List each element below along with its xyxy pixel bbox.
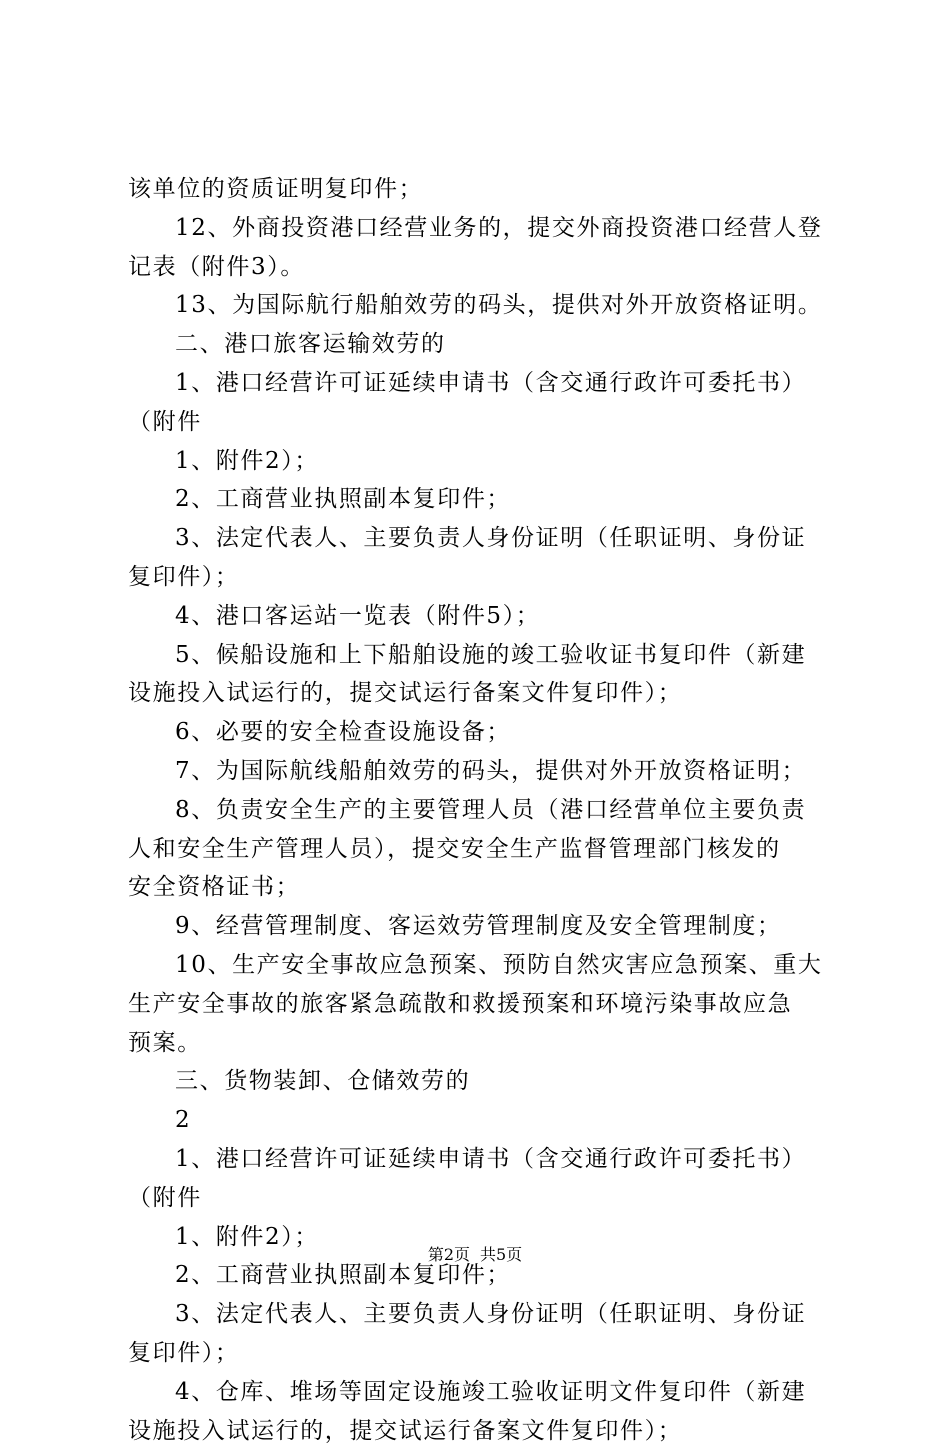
text-line: 2、工商营业执照副本复印件； bbox=[128, 1256, 834, 1295]
text-line: 生产安全事故的旅客紧急疏散和救援预案和环境污染事故应急 bbox=[128, 985, 834, 1024]
section-heading: 三、货物装卸、仓储效劳的 bbox=[128, 1062, 834, 1101]
text-line: 8、负责安全生产的主要管理人员（港口经营单位主要负责 bbox=[128, 791, 834, 830]
text-line: 1、附件2）； bbox=[128, 442, 834, 481]
text-line: 1、港口经营许可证延续申请书（含交通行政许可委托书） bbox=[128, 364, 834, 403]
text-line: 10、生产安全事故应急预案、预防自然灾害应急预案、重大 bbox=[128, 946, 834, 985]
text-line: 2、工商营业执照副本复印件； bbox=[128, 480, 834, 519]
text-line: 复印件）； bbox=[128, 558, 834, 597]
text-line: 5、候船设施和上下船舶设施的竣工验收证书复印件（新建 bbox=[128, 636, 834, 675]
text-line: 安全资格证书； bbox=[128, 868, 834, 907]
text-line: 人和安全生产管理人员），提交安全生产监督管理部门核发的 bbox=[128, 830, 834, 869]
text-line: 9、经营管理制度、客运效劳管理制度及安全管理制度； bbox=[128, 907, 834, 946]
text-line: 记表（附件3）。 bbox=[128, 248, 834, 287]
text-line: 1、附件2）； bbox=[128, 1218, 834, 1257]
text-line: （附件 bbox=[128, 1179, 834, 1218]
text-line: 13、为国际航行船舶效劳的码头，提供对外开放资格证明。 bbox=[128, 286, 834, 325]
page-footer bbox=[0, 1243, 950, 1267]
text-line: 2 bbox=[128, 1101, 834, 1140]
text-line: 设施投入试运行的，提交试运行备案文件复印件）； bbox=[128, 674, 834, 713]
page-total: 共5页 bbox=[480, 1243, 522, 1267]
section-heading: 二、港口旅客运输效劳的 bbox=[128, 325, 834, 364]
text-line: 复印件）； bbox=[128, 1334, 834, 1373]
text-line: 该单位的资质证明复印件； bbox=[128, 170, 834, 209]
text-line: 预案。 bbox=[128, 1024, 834, 1063]
text-line: 6、必要的安全检查设施设备； bbox=[128, 713, 834, 752]
text-line: （附件 bbox=[128, 403, 834, 442]
text-line: 1、港口经营许可证延续申请书（含交通行政许可委托书） bbox=[128, 1140, 834, 1179]
text-line: 3、法定代表人、主要负责人身份证明（任职证明、身份证 bbox=[128, 519, 834, 558]
text-line: 4、港口客运站一览表（附件5）； bbox=[128, 597, 834, 636]
text-line: 设施投入试运行的，提交试运行备案文件复印件）； bbox=[128, 1412, 834, 1450]
text-line: 12、外商投资港口经营业务的，提交外商投资港口经营人登 bbox=[128, 209, 834, 248]
page-number: 第2页 bbox=[428, 1243, 470, 1267]
text-line: 7、为国际航线船舶效劳的码头，提供对外开放资格证明； bbox=[128, 752, 834, 791]
text-line: 4、仓库、堆场等固定设施竣工验收证明文件复印件（新建 bbox=[128, 1373, 834, 1412]
text-line: 3、法定代表人、主要负责人身份证明（任职证明、身份证 bbox=[128, 1295, 834, 1334]
